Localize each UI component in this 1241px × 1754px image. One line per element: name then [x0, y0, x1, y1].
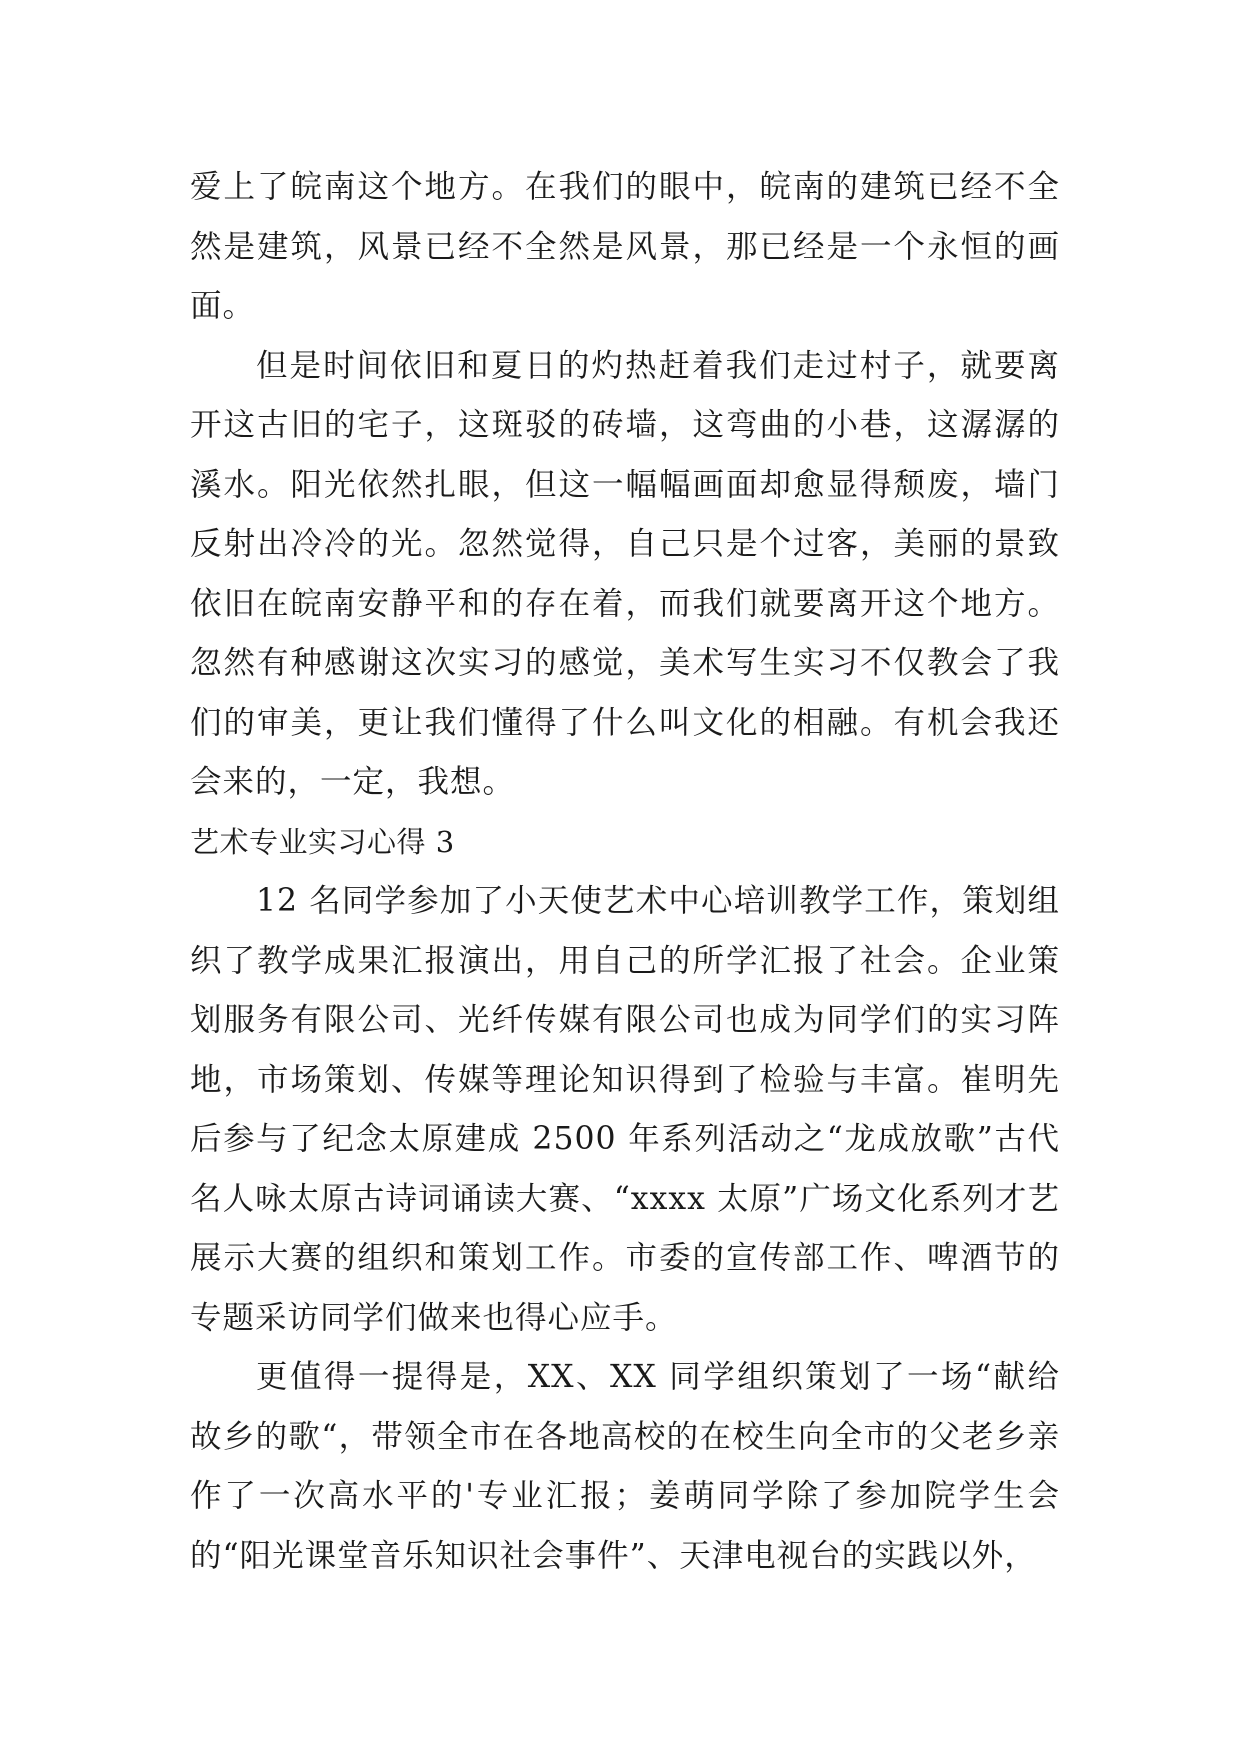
document-body: [190, 158, 1060, 1586]
paragraph-intro-continuation: 爱上了皖南这个地方。在我们的眼中，皖南的建筑已经不全然是建筑，风景已经不全然是风景，那已经是一个永恒的画面。: [190, 169, 1060, 324]
paragraph-notable-events: 更值得一提得是，XX、XX 同学组织策划了一场“献给故乡的歌“，带领全市在各地高校的在校生向全市的父老乡亲作了一次高水平的'专业汇报；姜萌同学除了参加院学生会的“阳光课堂音乐知识社会事件”、天津电视台的实践以外，: [190, 1359, 1060, 1574]
paragraph-leaving-village: 但是时间依旧和夏日的灼热赶着我们走过村子，就要离开这古旧的宅子，这斑驳的砖墙，这弯曲的小巷，这潺潺的溪水。阳光依然扎眼，但这一幅幅画面却愈显得颓废，墙门反射出冷冷的光。忽然觉得，自己只是个过客，美丽的景致依旧在皖南安静平和的存在着，而我们就要离开这个地方。忽然有种感谢这次实习的感觉，美术写生实习不仅教会了我们的审美，更让我们懂得了什么叫文化的相融。有机会我还会来的，一定，我想。: [190, 347, 1060, 800]
paragraph-internship-activities: 12 名同学参加了小天使艺术中心培训教学工作，策划组织了教学成果汇报演出，用自己的所学汇报了社会。企业策划服务有限公司、光纤传媒有限公司也成为同学们的实习阵地，市场策划、传媒等理论知识得到了检验与丰富。崔明先后参与了纪念太原建成 2500 年系列活动之“龙成放歌”古代名人咏太原古诗词诵读大赛、“xxxx 太原”广场文化系列才艺展示大赛的组织和策划工作。市委的宣传部工作、啤酒节的专题采访同学们做来也得心应手。: [190, 883, 1060, 1336]
section-heading: 艺术专业实习心得 3: [190, 824, 455, 859]
